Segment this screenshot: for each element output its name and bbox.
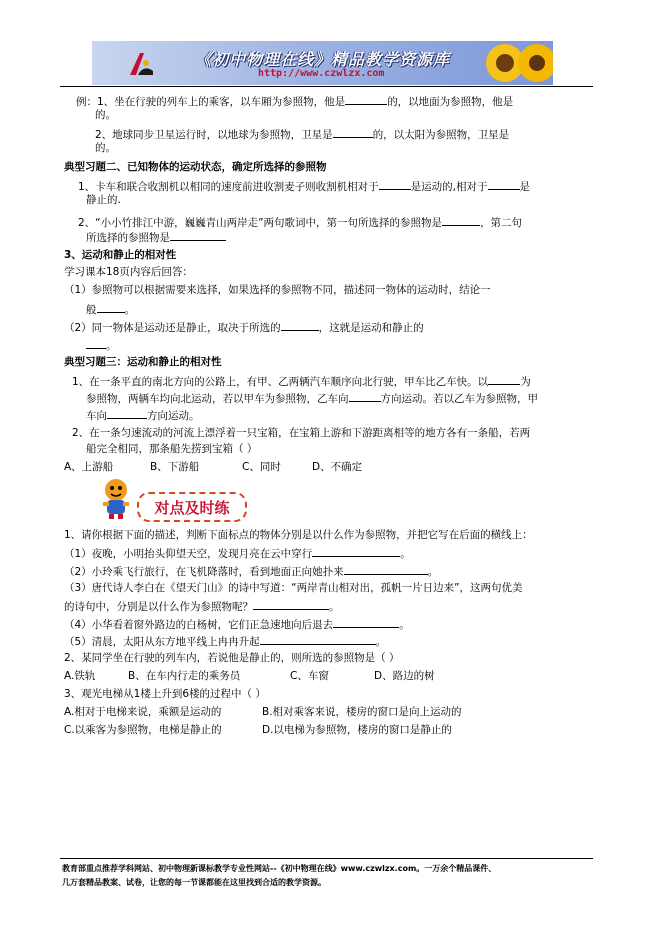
option-c: C、同时 [242,461,281,473]
question-2-line-end: 。 [86,337,117,353]
practice-3-option-b: B.相对乘客来说，楼房的窗口是向上运动的 [262,706,462,718]
example-1-line-end: 的。 [95,109,116,121]
header-banner [92,41,553,85]
practice-2-option-b: B、在车内行走的乘务员 [128,670,241,682]
mascot-icon [97,476,135,520]
logo-icon [126,49,156,79]
sunflower-icon [515,41,553,85]
practice-3-option-d: D.以电梯为参照物，楼房的窗口是静止的 [262,724,452,736]
exercise-2-1-line: 1、卡车和联合收割机以相同的速度前进收割麦子则收割机相对于 是运动的,相对于 是 [78,178,530,194]
practice-1-1: （1）夜晚，小明抬头仰望天空，发现月亮在云中穿行 。 [64,545,411,561]
section-heading-2: 典型习题二、已知物体的运动状态，确定所选择的参照物 [64,161,327,173]
practice-badge: 对点及时练 [137,492,247,522]
example-2-line: 2、地球同步卫星运行时，以地球为参照物，卫星是 的，以太阳为参照物，卫星是 [95,126,509,142]
exercise-2-2-line: 2、“小小竹排江中游，巍巍青山两岸走”两句歌词中，第一句所选择的参照物是 ，第二句 [78,214,522,230]
exercise-3-2-line-end: 船完全相同，那条船先捞到宝箱（ ） [86,443,258,455]
footer-line-1: 教育部重点推荐学科网站、初中物理新课标教学专业性网站--《初中物理在线》www.czwlzx.com。一万余个精品课件、 [62,864,497,873]
footer-line-2: 几万套精品教案、试卷，让您的每一节课都能在这里找到合适的教学资源。 [62,878,326,887]
practice-1-line: 1、请你根据下面的描述，判断下面标点的物体分别是以什么作为参照物，并把它写在后面的横线上： [64,529,533,541]
study-instruction: 学习课本18页内容后回答： [64,266,193,278]
exercise-3-1-line: 1、在一条平直的南北方向的公路上，有甲、乙两辆汽车顺序向北行驶，甲车比乙车快。以 为 [72,373,531,389]
option-d: D、不确定 [312,461,363,473]
option-b: B、下游船 [150,461,200,473]
exercise-3-2-line: 2、在一条匀速流动的河流上漂浮着一只宝箱，在宝箱上游和下游距离相等的地方各有一条船，若两 [72,427,531,439]
banner-url: http://www.czwlzx.com [258,68,385,79]
footer-rule [60,858,593,859]
practice-2-option-d: D、路边的树 [374,670,435,682]
practice-2-option-a: A.铁轨 [64,670,96,682]
exercise-3-1-line-end: 车向 方向运动。 [86,407,200,423]
practice-2-option-c: C、车窗 [290,670,329,682]
question-1-line-end: 般 。 [86,301,135,317]
practice-1-5: （5）清晨，太阳从东方地平线上冉冉升起 。 [64,633,386,649]
exercise-2-1-line-end: 静止的. [86,194,121,206]
section-heading-3b: 典型习题三：运动和静止的相对性 [64,356,222,368]
practice-1-3-end: 的诗句中，分别是以什么作为参照物呢？ 。 [64,598,340,614]
example-1-line: 例：1、坐在行驶的列车上的乘客，以车厢为参照物，他是 的，以地面为参照物，他是 [76,93,513,109]
practice-3-option-a: A.相对于电梯来说，乘额是运动的 [64,706,222,718]
practice-3-line: 3、观光电梯从1楼上升到6楼的过程中（ ） [64,688,266,700]
banner-title: 《初中物理在线》精品教学资源库 [195,50,451,69]
question-1-line: （1）参照物可以根据需要来选择，如果选择的参照物不同，描述同一物体的运动时，结论一 [64,284,491,296]
section-heading-3: 3、运动和静止的相对性 [64,249,177,261]
practice-2-line: 2、某同学坐在行驶的列车内，若说他是静止的，则所选的参照物是（ ） [64,652,400,664]
option-a: A、上游船 [64,461,114,473]
practice-1-3: （3）唐代诗人李白在《望天门山》的诗中写道：“两岸青山相对出，孤帆一片日边来”，这两句优美 [64,582,523,594]
exercise-3-1-line-2: 参照物，两辆车均向北运动，若以甲车为参照物，乙车向 方向运动。若以乙车为参照物，甲 [86,390,538,406]
practice-1-2: （2）小玲乘飞行旅行，在飞机降落时，看到地面正向她扑来 。 [64,563,438,579]
practice-1-4: （4）小华看着窗外路边的白杨树，它们正急速地向后退去 。 [64,616,410,632]
exercise-2-2-line-end: 所选择的参照物是 [86,229,226,245]
header-rule [60,86,593,87]
question-2-line: （2）同一物体是运动还是静止，取决于所选的 ，这就是运动和静止的 [64,319,424,335]
practice-3-option-c: C.以乘客为参照物，电梯是静止的 [64,724,222,736]
example-2-line-end: 的。 [95,142,116,154]
